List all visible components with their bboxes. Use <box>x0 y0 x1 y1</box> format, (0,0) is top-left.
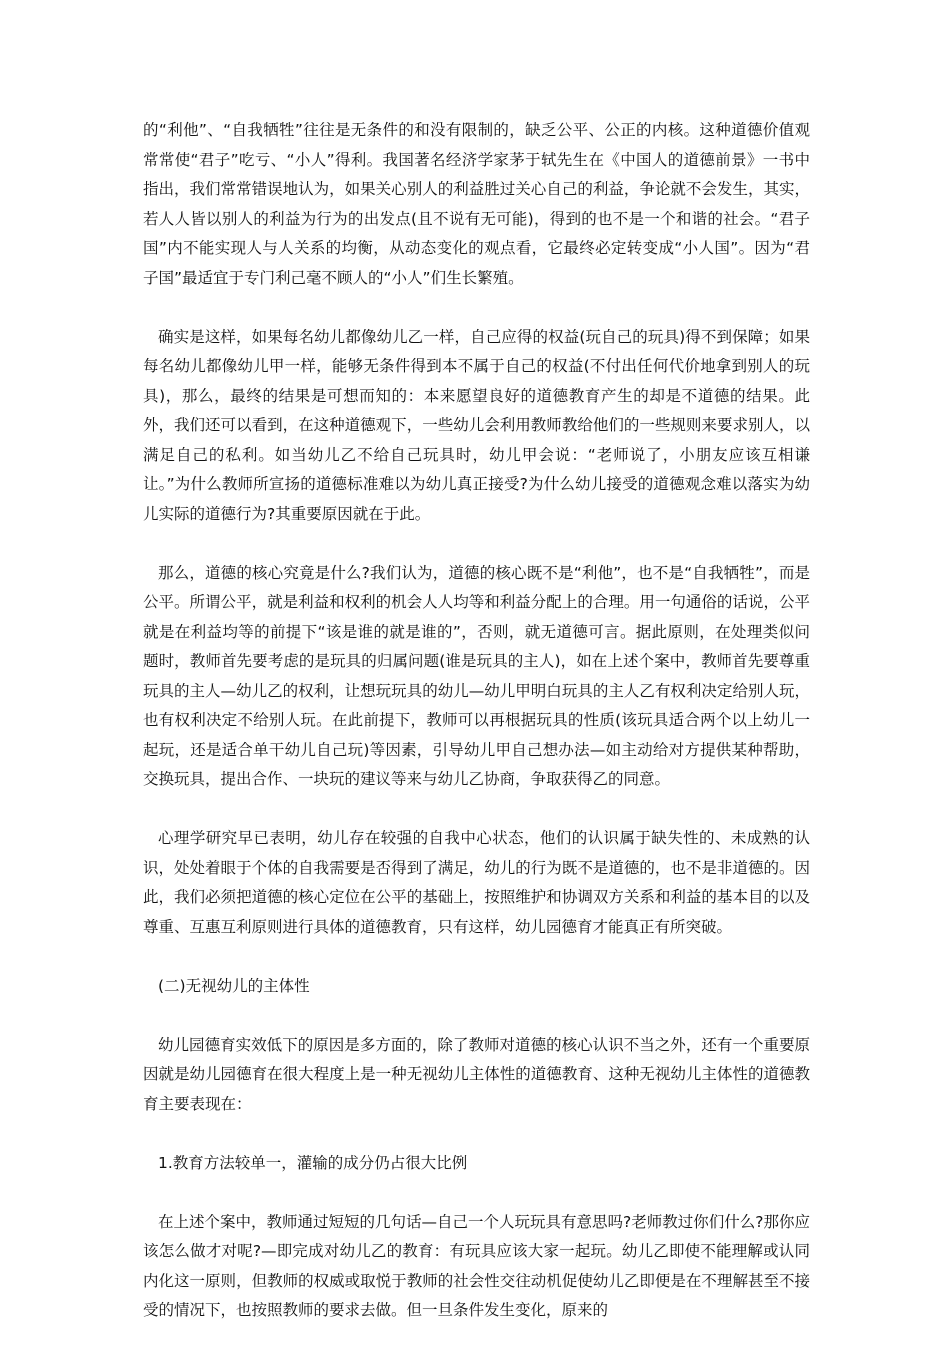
paragraph: 在上述个案中，教师通过短短的几句话—自己一个人玩玩具有意思吗?老师教过你们什么?那你应该怎么做才对呢?—即完成对幼儿乙的教育：有玩具应该大家一起玩。幼儿乙即使不能理解或认同内化这一原则，但教师的权威或取悦于教师的社会性交往动机促使幼儿乙即便是在不理解甚至不接受的情况下，也按照教师的要求去做。但一旦条件发生变化，原来的 <box>143 1212 810 1319</box>
paragraph-continued: 的“利他”、“自我牺牲”往往是无条件的和没有限制的，缺乏公平、公正的内核。这种道德价值观常常使“君子”吃亏、“小人”得利。我国著名经济学家茅于轼先生在《中国人的道德前景》一书中指出，我们常常错误地认为，如果关心别人的利益胜过关心自己的利益，争论就不会发生，其实，若人人皆以别人的利益为行为的出发点(且不说有无可能)，得到的也不是一个和谐的社会。“君子国”内不能实现人与人关系的均衡，从动态变化的观点看，它最终必定转变成“小人国”。因为“君子国”最适宜于专门利己毫不顾人的“小人”们生长繁殖。 <box>143 121 810 287</box>
paragraph: 确实是这样，如果每名幼儿都像幼儿乙一样，自己应得的权益(玩自己的玩具)得不到保障；如果每名幼儿都像幼儿甲一样，能够无条件得到本不属于自己的权益(不付出任何代价地拿到别人的玩具)，那么，最终的结果是可想而知的：本来愿望良好的道德教育产生的却是不道德的结果。此外，我们还可以看到，在这种道德观下，一些幼儿会利用教师教给他们的一些规则来要求别人，以满足自己的私利。如当幼儿乙不给自己玩具时，幼儿甲会说：“老师说了，小朋友应该互相谦让。”为什么教师所宣扬的道德标准难以为幼儿真正接受?为什么幼儿接受的道德观念难以落实为幼儿实际的道德行为?其重要原因就在于此。 <box>143 327 810 523</box>
paragraph: 幼儿园德育实效低下的原因是多方面的，除了教师对道德的核心认识不当之外，还有一个重要原因就是幼儿园德育在很大程度上是一种无视幼儿主体性的道德教育、这种无视幼儿主体性的道德教育主要表现在： <box>143 1035 810 1113</box>
paragraph: 那么，道德的核心究竟是什么?我们认为，道德的核心既不是“利他”，也不是“自我牺牲”，而是公平。所谓公平，就是利益和权利的机会人人均等和利益分配上的合理。用一句通俗的话说，公平就是在利益均等的前提下“该是谁的就是谁的”，否则，就无道德可言。据此原则，在处理类似问题时，教师首先要考虑的是玩具的归属问题(谁是玩具的主人)，如在上述个案中，教师首先要尊重玩具的主人—幼儿乙的权利，让想玩玩具的幼儿—幼儿甲明白玩具的主人乙有权利决定给别人玩，也有权利决定不给别人玩。在此前提下，教师可以再根据玩具的性质(该玩具适合两个以上幼儿一起玩，还是适合单干幼儿自己玩)等因素，引导幼儿甲自己想办法—如主动给对方提供某种帮助，交换玩具，提出合作、一块玩的建议等来与幼儿乙协商，争取获得乙的同意。 <box>143 563 810 788</box>
paragraph: 心理学研究早已表明，幼儿存在较强的自我中心状态，他们的认识属于缺失性的、未成熟的认识，处处着眼于个体的自我需要是否得到了满足，幼儿的行为既不是道德的，也不是非道德的。因此，我们必须把道德的核心定位在公平的基础上，按照维护和协调双方关系和利益的基本目的以及尊重、互惠互利原则进行具体的道德教育，只有这样，幼儿园德育才能真正有所突破。 <box>143 829 810 936</box>
document-body <box>143 116 810 1355</box>
section-heading: (二)无视幼儿的主体性 <box>158 976 310 995</box>
subsection-heading: 1.教育方法较单一，灌输的成分仍占很大比例 <box>158 1153 468 1172</box>
